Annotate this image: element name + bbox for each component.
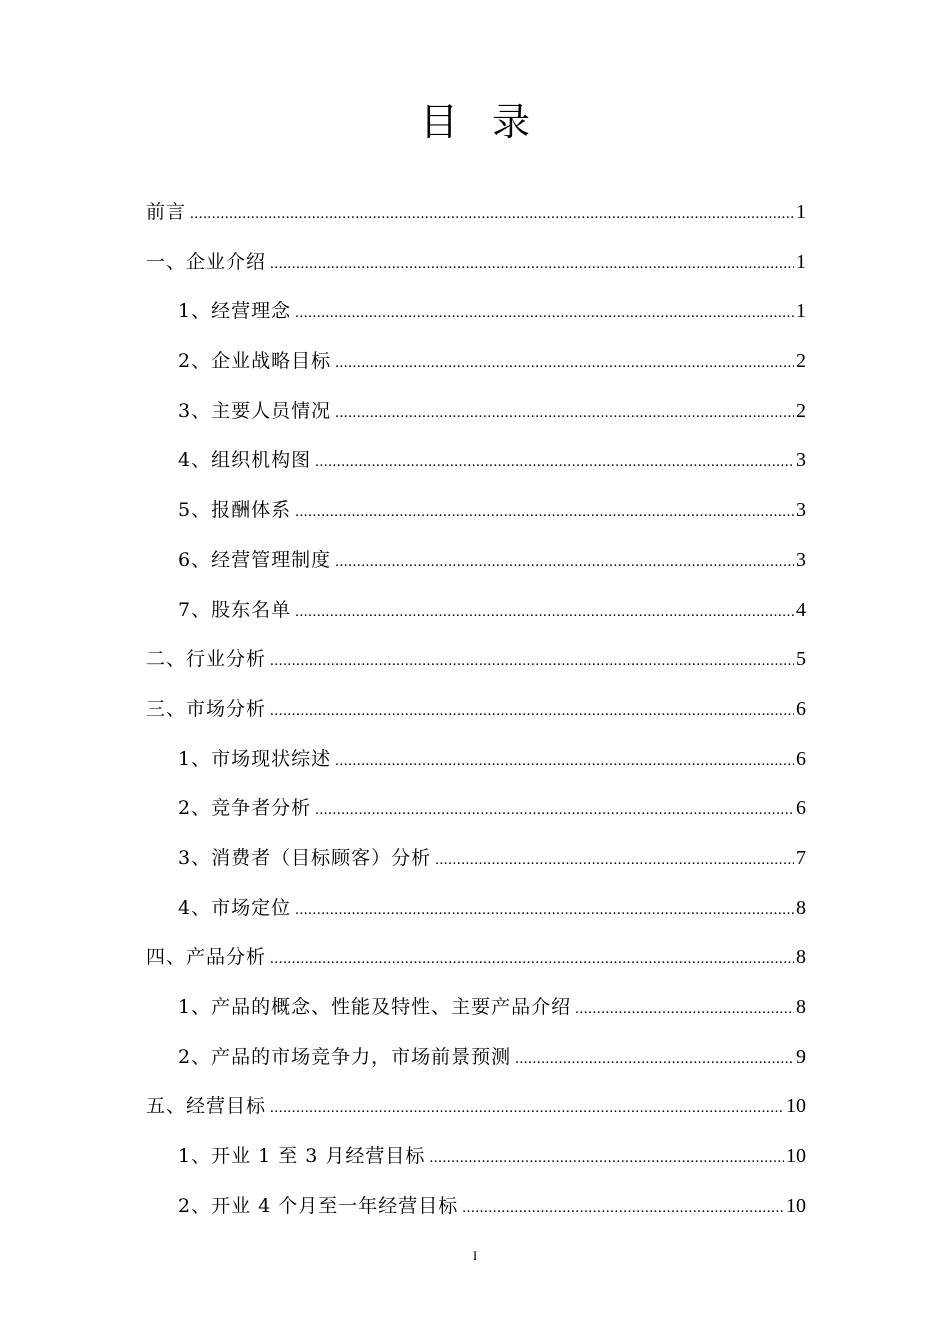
toc-entry[interactable] [146,1036,806,1086]
toc-entry-title: 3、主要人员情况 [178,399,332,422]
toc-dot-leader [270,1087,784,1129]
toc-entry[interactable] [146,688,806,738]
toc-dot-leader [335,740,794,782]
toc-dot-leader [335,392,794,434]
toc-dot-leader [435,839,794,881]
toc-entry[interactable] [146,489,806,539]
toc-entry[interactable] [146,290,806,340]
toc-entry[interactable] [146,837,806,887]
page-title: 目录 [419,100,564,144]
toc-dot-leader [270,690,794,732]
toc-dot-leader [462,1187,784,1229]
toc-entry-title: 2、企业战略目标 [178,350,332,373]
toc-entry-title: 4、组织机构图 [178,449,312,472]
toc-entry-title: 5、报酬体系 [178,499,292,522]
toc-entry-title: 2、竞争者分析 [178,797,312,820]
toc-entry-title: 2、开业 4 个月至一年经营目标 [178,1194,459,1217]
toc-entry-page: 6 [796,697,806,720]
toc-entry[interactable] [146,1185,806,1235]
page-number: I [472,1248,478,1263]
toc-entry[interactable] [146,191,806,241]
toc-entry-page: 8 [796,946,806,969]
toc-entry[interactable] [146,986,806,1036]
toc-dot-leader [575,988,794,1030]
toc-dot-leader [335,342,794,384]
toc-entry[interactable] [146,539,806,589]
toc-entry-title: 五、经营目标 [146,1095,267,1118]
toc-dot-leader [270,640,794,682]
toc-entry[interactable] [146,241,806,291]
toc-entry-title: 4、市场定位 [178,896,292,919]
toc-entry-page: 5 [796,648,806,671]
toc-entry-title: 三、市场分析 [146,697,267,720]
toc-entry-page: 6 [796,747,806,770]
toc-entry-page: 9 [796,1045,806,1068]
toc-entry-page: 1 [796,250,806,273]
toc-dot-leader [315,789,794,831]
table-of-contents [146,191,806,1234]
toc-entry-page: 7 [796,846,806,869]
toc-entry-title: 7、股东名单 [178,598,292,621]
toc-dot-leader [295,591,794,633]
toc-entry-page: 8 [796,896,806,919]
toc-entry[interactable] [146,887,806,937]
toc-entry-page: 1 [796,201,806,223]
toc-entry-page: 10 [786,1095,806,1118]
toc-entry[interactable] [146,340,806,390]
toc-entry-title: 3、消费者（目标顾客）分析 [178,846,432,869]
toc-entry[interactable] [146,936,806,986]
toc-entry-title: 一、企业介绍 [146,250,267,273]
toc-entry-page: 10 [786,1145,806,1168]
toc-dot-leader [190,193,794,235]
toc-dot-leader [315,441,794,483]
toc-entry[interactable] [146,787,806,837]
toc-entry[interactable] [146,1135,806,1185]
toc-entry-page: 2 [796,399,806,422]
toc-entry[interactable] [146,589,806,639]
toc-entry-title: 四、产品分析 [146,946,267,969]
toc-entry[interactable] [146,638,806,688]
toc-entry-page: 4 [796,598,806,621]
toc-dot-leader [270,243,794,285]
toc-entry-page: 3 [796,449,806,472]
toc-entry-page: 3 [796,499,806,522]
toc-dot-leader [335,541,794,583]
toc-entry-title: 二、行业分析 [146,648,267,671]
toc-dot-leader [270,938,794,980]
toc-dot-leader [295,491,794,533]
toc-entry-title: 2、产品的市场竞争力，市场前景预测 [178,1045,512,1068]
toc-entry-page: 3 [796,548,806,571]
toc-entry[interactable] [146,738,806,788]
toc-entry-title: 1、经营理念 [178,300,292,323]
toc-entry-page: 6 [796,797,806,820]
toc-entry-page: 10 [786,1194,806,1217]
toc-dot-leader [295,889,794,931]
toc-entry[interactable] [146,1085,806,1135]
toc-entry-title: 1、产品的概念、性能及特性、主要产品介绍 [178,996,572,1018]
toc-entry-title: 6、经营管理制度 [178,548,332,571]
toc-dot-leader [515,1038,794,1080]
toc-entry[interactable] [146,390,806,440]
toc-entry-page: 8 [796,996,806,1018]
toc-entry-page: 2 [796,350,806,373]
toc-entry[interactable] [146,439,806,489]
toc-entry-title: 1、市场现状综述 [178,747,332,770]
toc-entry-page: 1 [796,300,806,323]
toc-dot-leader [429,1137,784,1179]
toc-entry-title: 前言 [146,201,187,223]
toc-dot-leader [295,292,794,334]
toc-entry-title: 1、开业 1 至 3 月经营目标 [178,1145,426,1168]
